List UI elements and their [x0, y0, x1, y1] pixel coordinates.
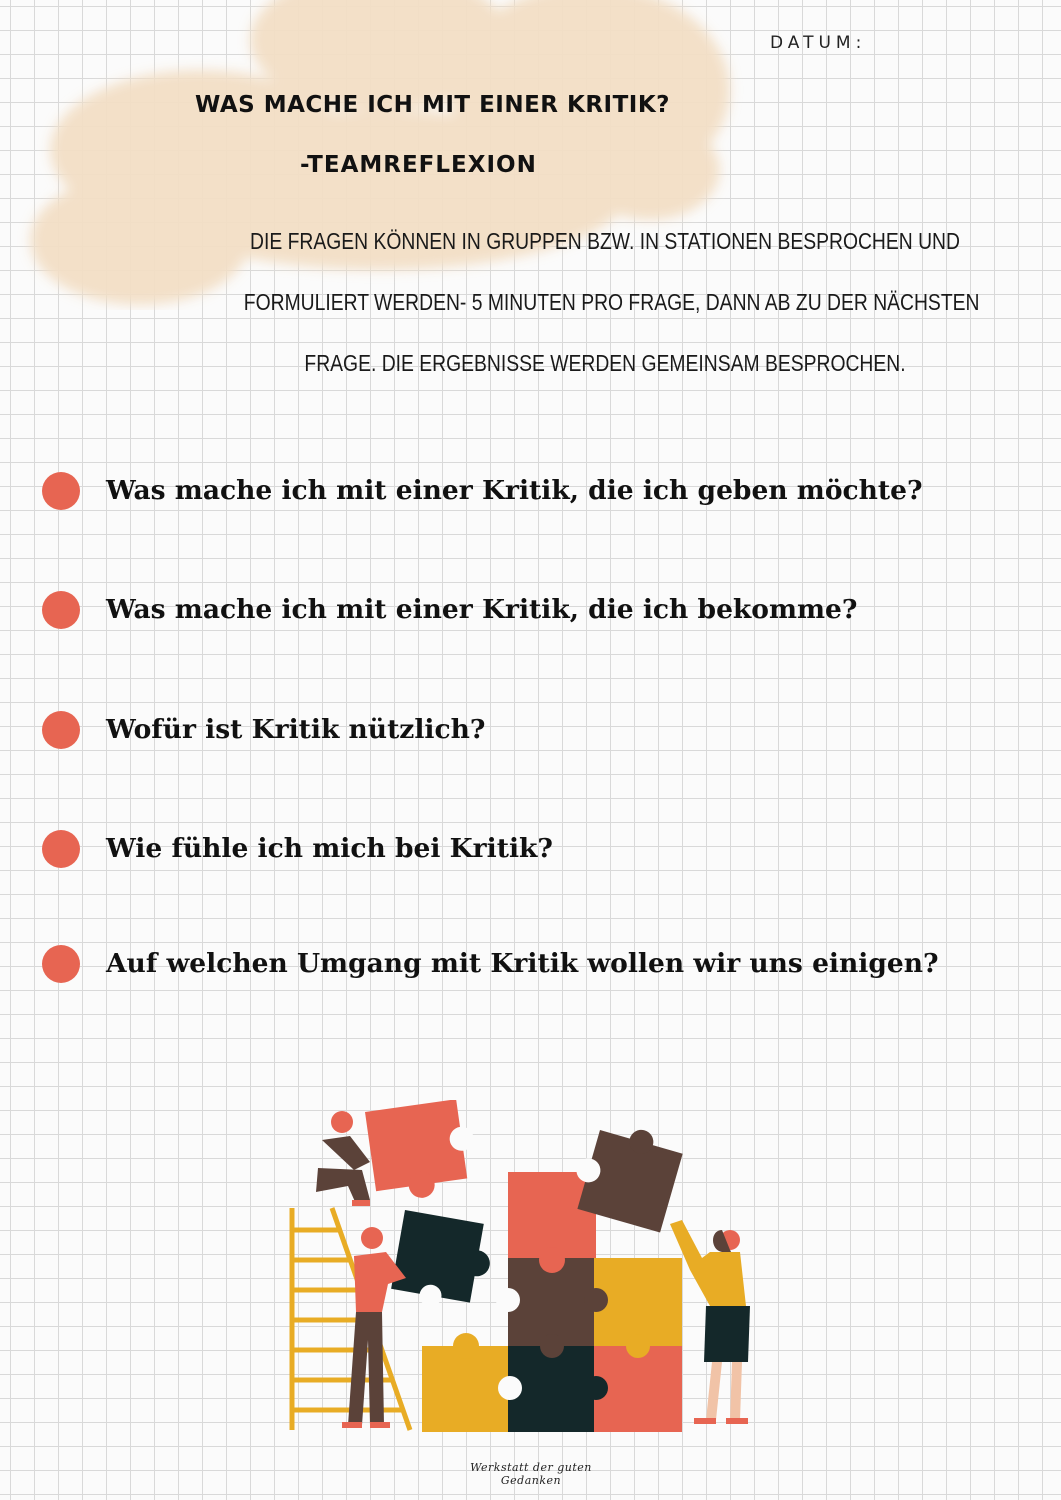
- bullet-dot-icon: [42, 472, 80, 510]
- question-text: Was mache ich mit einer Kritik, die ich bekomme?: [106, 594, 858, 625]
- question-text: Auf welchen Umgang mit Kritik wollen wir uns einigen?: [106, 948, 939, 979]
- question-item: [0, 472, 1000, 512]
- question-text: Was mache ich mit einer Kritik, die ich geben möchte?: [106, 475, 923, 506]
- question-item: [0, 945, 1000, 985]
- intro-line: DIE FRAGEN KÖNNEN IN GRUPPEN BZW. IN STATIONEN BESPROCHEN UND: [250, 228, 960, 254]
- question-item: [0, 711, 1000, 751]
- page-title: WAS MACHE ICH MIT EINER KRITIK?: [195, 92, 671, 118]
- intro-line: FORMULIERT WERDEN- 5 MINUTEN PRO FRAGE, DANN AB ZU DER NÄCHSTEN: [243, 289, 980, 315]
- team-puzzle-illustration: [270, 1100, 780, 1445]
- bullet-dot-icon: [42, 591, 80, 629]
- signature: Werkstatt der guten Gedanken: [470, 1461, 592, 1487]
- page-subtitle: -TEAMREFLEXION: [300, 152, 537, 178]
- date-label: DATUM:: [770, 33, 867, 53]
- bullet-dot-icon: [42, 711, 80, 749]
- question-item: [0, 591, 1000, 631]
- question-item: [0, 830, 1000, 870]
- question-text: Wie fühle ich mich bei Kritik?: [106, 833, 553, 864]
- bullet-dot-icon: [42, 830, 80, 868]
- intro-line: FRAGE. DIE ERGEBNISSE WERDEN GEMEINSAM BESPROCHEN.: [304, 350, 906, 376]
- bullet-dot-icon: [42, 945, 80, 983]
- question-text: Wofür ist Kritik nützlich?: [106, 714, 486, 745]
